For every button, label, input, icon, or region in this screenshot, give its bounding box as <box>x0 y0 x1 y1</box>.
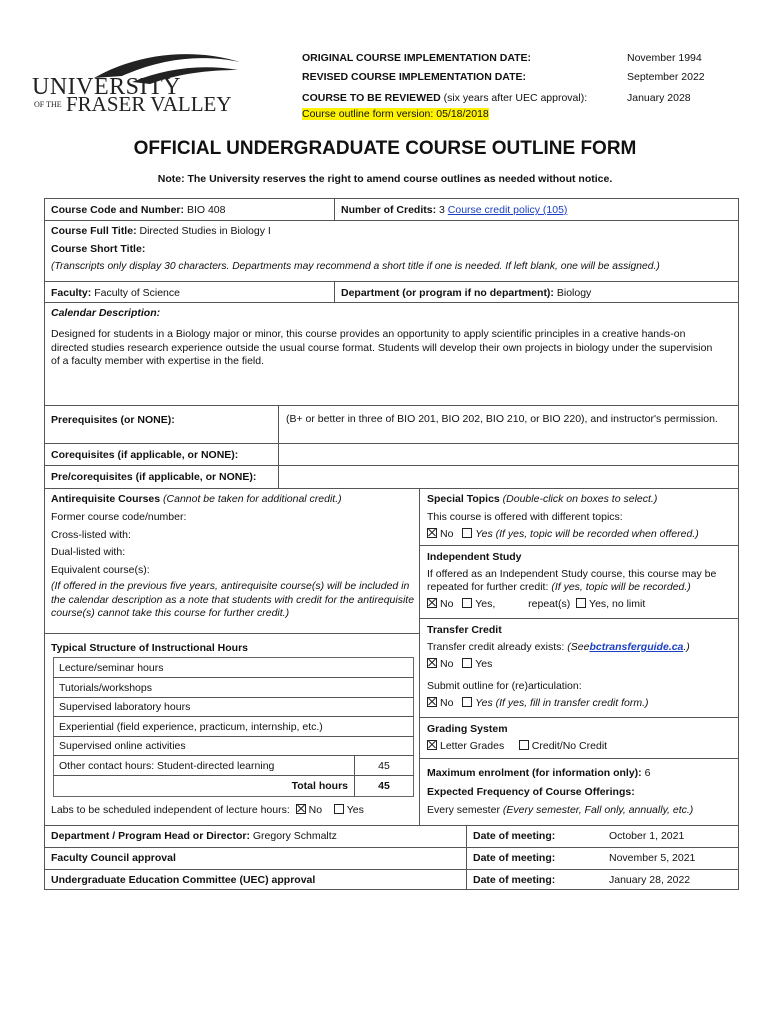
labs-label: Labs to be scheduled independent of lecture hours: <box>51 804 290 816</box>
hours-value-other: 45 <box>378 760 390 772</box>
university-logo <box>32 48 247 120</box>
special-no-checkbox[interactable] <box>427 528 437 538</box>
transfer-yes-label: Yes <box>475 658 493 670</box>
max-enrolment-label: Maximum enrolment (for information only): <box>427 767 642 779</box>
course-code <box>51 204 225 216</box>
special-yes-checkbox[interactable] <box>462 528 472 538</box>
form-note: Note: The University reserves the right to amend course outlines as needed without notice. <box>157 173 613 185</box>
antireq-desc: (If offered in the previous five years, antirequisite course(s) will be included in the calendar description as a note that students with credit for the antirequisite course(s) cannot take this course for further credit.) <box>51 580 415 619</box>
independent-repeats-label: repeat(s) <box>528 598 571 610</box>
antireq-dual: Dual-listed with: <box>51 546 126 558</box>
review-date-note: (six years after UEC approval): <box>443 92 588 104</box>
independent-no-checkbox[interactable] <box>427 598 437 608</box>
faculty-label: Faculty: <box>51 287 92 299</box>
grading-label: Grading System <box>427 723 508 735</box>
max-enrolment <box>427 767 650 779</box>
transfer-no-checkbox[interactable] <box>427 658 437 668</box>
special-topics-note: (Double-click on boxes to select.) <box>502 493 658 505</box>
approval-uec-date: January 28, 2022 <box>609 874 691 886</box>
labs-yes-checkbox[interactable] <box>334 804 344 814</box>
independent-yes-label: Yes, <box>475 598 496 610</box>
rearticulation-no-label: No <box>440 697 454 709</box>
special-topics-options <box>427 528 699 540</box>
max-enrolment-value: 6 <box>644 767 651 779</box>
logo-fraser-valley: FRASER VALLEY <box>66 92 232 116</box>
department <box>341 287 591 299</box>
full-title-label: Course Full Title: <box>51 225 137 237</box>
precoreq-label: Pre/corequisites (if applicable, or NONE): <box>51 471 257 483</box>
review-date-value: January 2028 <box>627 92 691 104</box>
approval-uec-label: Undergraduate Education Committee (UEC) approval <box>51 874 316 886</box>
full-title <box>51 225 271 237</box>
transfer-exists-options <box>427 658 492 670</box>
independent-nolimit-checkbox[interactable] <box>576 598 586 608</box>
logo-of-the: OF THE <box>34 100 62 109</box>
review-date-label: COURSE TO BE REVIEWED <box>302 92 441 104</box>
approval-dept-head <box>51 830 337 842</box>
labs-yes-label: Yes <box>346 804 364 816</box>
course-code-label: Course Code and Number: <box>51 204 185 216</box>
transfer-submit-options <box>427 697 649 709</box>
transfer-submit: Submit outline for (re)articulation: <box>427 680 582 692</box>
approval-uec-date-label: Date of meeting: <box>473 874 556 886</box>
department-label: Department (or program if no department): <box>341 287 554 299</box>
hours-row-lab: Supervised laboratory hours <box>59 701 191 713</box>
frequency-value: Every semester <box>427 804 500 816</box>
special-yes-label: Yes (If yes, topic will be recorded when offered.) <box>475 528 699 540</box>
transfer-see: (See <box>567 641 590 653</box>
antireq-equivalent: Equivalent course(s): <box>51 564 150 576</box>
bctransferguide-link[interactable]: bctransferguide.ca <box>589 641 684 653</box>
total-hours-value: 45 <box>378 780 390 792</box>
original-date-value: November 1994 <box>627 52 702 64</box>
antireq-label: Antirequisite Courses <box>51 493 161 505</box>
credit-no-credit-checkbox[interactable] <box>519 740 529 750</box>
independent-label: Independent Study <box>427 551 522 563</box>
antireq-header <box>51 493 342 505</box>
approval-dept-label: Department / Program Head or Director: <box>51 830 250 842</box>
credits-label: Number of Credits: <box>341 204 437 216</box>
prereq-label: Prerequisites (or NONE): <box>51 414 175 426</box>
approval-faculty-label: Faculty Council approval <box>51 852 176 864</box>
letter-grades-label: Letter Grades <box>440 740 505 752</box>
prereq-value: (B+ or better in three of BIO 201, BIO 202, BIO 210, or BIO 220), and instructor's permission. <box>286 413 718 425</box>
independent-nolimit-label: Yes, no limit <box>589 598 646 610</box>
grading-options <box>427 740 607 752</box>
approval-dept-date-label: Date of meeting: <box>473 830 556 842</box>
antireq-former: Former course code/number: <box>51 511 187 523</box>
credits-value: 3 <box>439 204 445 216</box>
revised-date-label: REVISED COURSE IMPLEMENTATION DATE: <box>302 71 527 83</box>
transfer-see-end: .) <box>683 641 690 653</box>
credit-no-credit-label: Credit/No Credit <box>531 740 608 752</box>
faculty <box>51 287 180 299</box>
antireq-note: (Cannot be taken for additional credit.) <box>163 493 342 505</box>
full-title-value: Directed Studies in Biology I <box>139 225 271 237</box>
transfer-exists-label: Transfer credit already exists: <box>427 641 565 653</box>
labs-no-checkbox[interactable] <box>296 804 306 814</box>
special-topics-header <box>427 493 657 505</box>
independent-yes-checkbox[interactable] <box>462 598 472 608</box>
calendar-label: Calendar Description: <box>51 307 161 319</box>
antireq-cross: Cross-listed with: <box>51 529 131 541</box>
independent-text-body: If offered as an Independent Study course, this course may be repeated for further credit: <box>427 568 717 593</box>
frequency-label: Expected Frequency of Course Offerings: <box>427 786 635 798</box>
short-title-label: Course Short Title: <box>51 243 146 255</box>
frequency-note: (Every semester, Fall only, annually, etc.) <box>502 804 694 816</box>
rearticulation-yes-checkbox[interactable] <box>462 697 472 707</box>
rearticulation-no-checkbox[interactable] <box>427 697 437 707</box>
revised-date-value: September 2022 <box>627 71 705 83</box>
independent-note: (If yes, topic will be recorded.) <box>551 581 691 593</box>
frequency <box>427 804 693 816</box>
approval-faculty-date-label: Date of meeting: <box>473 852 556 864</box>
hours-row-lecture: Lecture/seminar hours <box>59 662 164 674</box>
labs-no-label: No <box>308 804 323 816</box>
course-code-value: BIO 408 <box>186 204 226 216</box>
independent-text <box>427 568 732 594</box>
approval-faculty-date: November 5, 2021 <box>609 852 696 864</box>
hours-row-experiential: Experiential (field experience, practicum, internship, etc.) <box>59 721 323 733</box>
review-date-row <box>302 92 587 104</box>
hours-row-online: Supervised online activities <box>59 740 186 752</box>
approval-dept-name: Gregory Schmaltz <box>252 830 337 842</box>
labs-independent <box>51 804 364 816</box>
original-date-label: ORIGINAL COURSE IMPLEMENTATION DATE: <box>302 52 532 64</box>
coreq-label: Corequisites (if applicable, or NONE): <box>51 449 239 461</box>
special-topics-label: Special Topics <box>427 493 500 505</box>
short-title-note: (Transcripts only display 30 characters. Departments may recommend a short title if one is needed. If left blank, one will be assigned.) <box>51 261 660 272</box>
transfer-exists <box>427 641 690 653</box>
hours-title: Typical Structure of Instructional Hours <box>51 642 248 654</box>
transfer-label: Transfer Credit <box>427 624 502 636</box>
calendar-description: Designed for students in a Biology major or minor, this course provides an opportunity to apply scientific principles in a creative hands-on directed studies research experience outside the usual course format. Students will develop their own projects in biology under the supervision of a faculty member with expertise in the field. <box>51 328 713 367</box>
credit-policy-link[interactable]: Course credit policy (105) <box>447 204 568 216</box>
total-hours-label: Total hours <box>291 780 348 792</box>
special-topics-offered: This course is offered with different topics: <box>427 511 623 523</box>
form-title: OFFICIAL UNDERGRADUATE COURSE OUTLINE FORM <box>133 138 637 159</box>
special-no-label: No <box>440 528 454 540</box>
credits <box>341 204 567 216</box>
faculty-value: Faculty of Science <box>94 287 180 299</box>
department-value: Biology <box>556 287 592 299</box>
logo-university: UNIVERSITY <box>32 74 181 100</box>
transfer-yes-checkbox[interactable] <box>462 658 472 668</box>
form-version: Course outline form version: 05/18/2018 <box>302 108 489 120</box>
rearticulation-yes-label: Yes (If yes, fill in transfer credit form.) <box>475 697 649 709</box>
approval-dept-date: October 1, 2021 <box>609 830 685 842</box>
letter-grades-checkbox[interactable] <box>427 740 437 750</box>
independent-options <box>427 598 645 610</box>
transfer-no-label: No <box>440 658 454 670</box>
independent-no-label: No <box>440 598 454 610</box>
hours-row-tutorials: Tutorials/workshops <box>59 682 152 694</box>
hours-row-other: Other contact hours: Student-directed learning <box>59 760 275 772</box>
